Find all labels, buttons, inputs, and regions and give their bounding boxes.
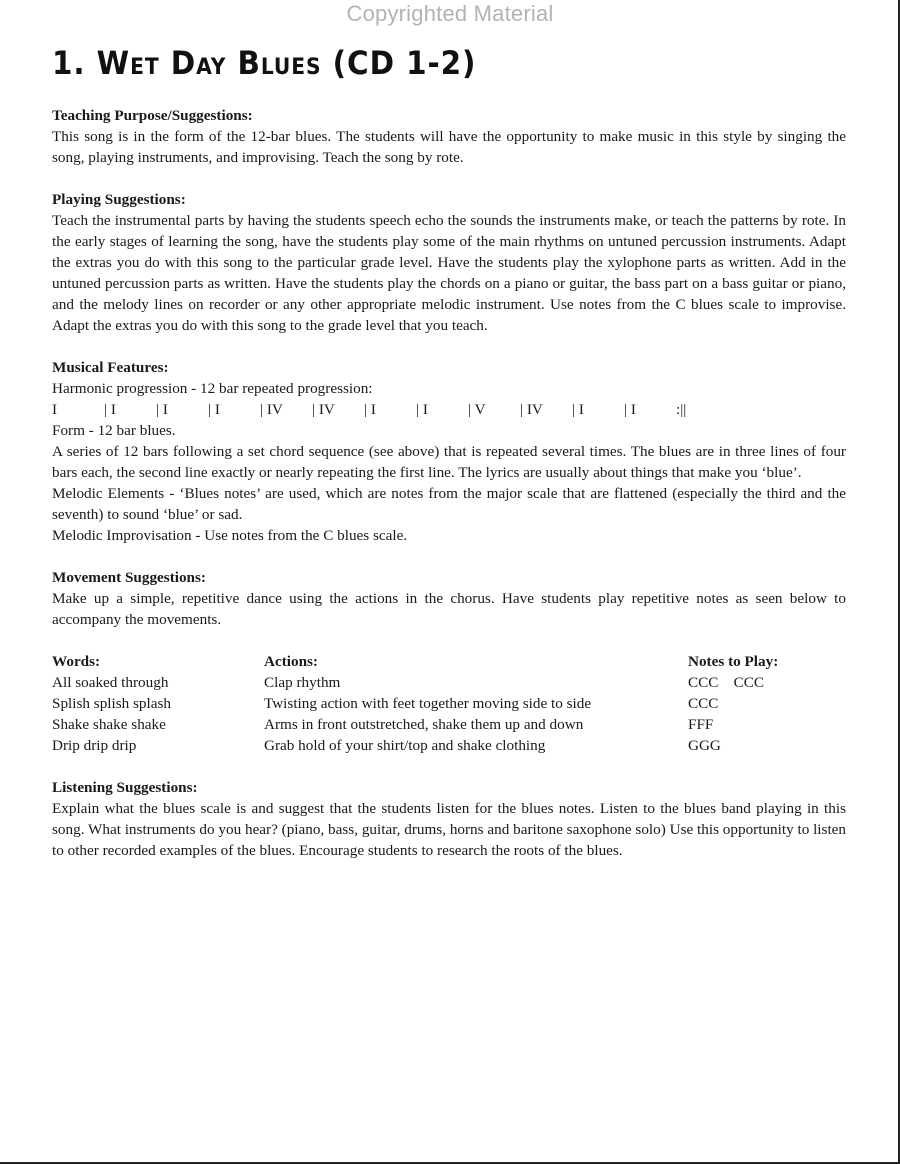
- playing-text: Teach the instrumental parts by having the students speech echo the sounds the instruments make, or teach the patterns by rote. In the early stages of learning the song, have the students play some of the main rhythms on untuned percussion instruments. Adapt the extras you do with this song to the particular grade level. Have the students play the xylophone parts as written. Add in the untuned percussion parts as written. Have the students play the chords on a piano or guitar, the bass part on a bass guitar or piano, and the melody lines on recorder or any other appropriate melodic instrument. Use notes from the C blues scale to improvise. Adapt the extras you do with this song to the grade level that you teach.: [52, 212, 846, 334]
- header-words: Words:: [52, 653, 101, 670]
- actions-cell: Twisting action with feet together moving side to side: [264, 695, 592, 712]
- listening-section: [52, 777, 846, 861]
- chord-symbol: | IV: [520, 401, 543, 418]
- notes-cell: CCC CCC: [688, 674, 764, 691]
- table-row: [52, 672, 846, 693]
- table-row: [52, 735, 846, 756]
- words-cell: All soaked through: [52, 674, 169, 691]
- series-text: A series of 12 bars following a set chord sequence (see above) that is repeated several times. The blues are in three lines of four bars each, the second line exactly or nearly repeating the first line. The lyrics are usually about things that make you ‘blue’.: [52, 443, 846, 481]
- words-cell: Splish splish splash: [52, 695, 171, 712]
- repeat-sign: :||: [676, 401, 687, 418]
- notes-cell: GGG: [688, 737, 721, 754]
- chord-symbol: | V: [468, 401, 486, 418]
- chord-symbol: | I: [572, 401, 584, 418]
- notes-cell: CCC: [688, 695, 719, 712]
- listening-heading: Listening Suggestions:: [52, 779, 198, 796]
- chord-symbol: | IV: [312, 401, 335, 418]
- features-heading: Musical Features:: [52, 359, 169, 376]
- chord-symbol: | I: [104, 401, 116, 418]
- playing-heading: Playing Suggestions:: [52, 191, 186, 208]
- table-row: [52, 714, 846, 735]
- chord-symbol: | I: [624, 401, 636, 418]
- chord-progression: [52, 399, 712, 420]
- table-header-row: [52, 651, 846, 672]
- actions-cell: Clap rhythm: [264, 674, 341, 691]
- copyright-watermark: Copyrighted Material: [346, 1, 554, 26]
- chord-symbol: | I: [364, 401, 376, 418]
- teaching-heading: Teaching Purpose/Suggestions:: [52, 107, 253, 124]
- form-line: Form - 12 bar blues.: [52, 422, 176, 439]
- document-body: [52, 105, 846, 882]
- actions-cell: Grab hold of your shirt/top and shake clothing: [264, 737, 546, 754]
- actions-cell: Arms in front outstretched, shake them up and down: [264, 716, 584, 733]
- chord-symbol: | IV: [260, 401, 283, 418]
- movement-text: Make up a simple, repetitive dance using the actions in the chorus. Have students play repetitive notes as seen below to accompany the movements.: [52, 590, 846, 628]
- page-title: 1. Wet Day Blues (CD 1-2): [52, 44, 477, 82]
- teaching-section: [52, 105, 846, 168]
- teaching-text: This song is in the form of the 12-bar blues. The students will have the opportunity to make music in this style by singing the song, playing instruments, and improvising. Teach the song by rote.: [52, 128, 846, 166]
- melodic-improvisation-text: Melodic Improvisation - Use notes from the C blues scale.: [52, 527, 408, 544]
- table-row: [52, 693, 846, 714]
- chord-symbol: | I: [208, 401, 220, 418]
- movement-heading: Movement Suggestions:: [52, 569, 206, 586]
- words-cell: Shake shake shake: [52, 716, 166, 733]
- chord-symbol: | I: [416, 401, 428, 418]
- movement-table: [52, 651, 846, 756]
- movement-section: [52, 567, 846, 630]
- words-cell: Drip drip drip: [52, 737, 137, 754]
- chord-symbol: I: [52, 401, 58, 418]
- playing-section: [52, 189, 846, 336]
- chord-symbol: | I: [156, 401, 168, 418]
- harmonic-progression-label: Harmonic progression - 12 bar repeated progression:: [52, 380, 373, 397]
- melodic-elements-text: Melodic Elements - ‘Blues notes’ are used, which are notes from the major scale that are flattened (especially the third and the seventh) to sound ‘blue’ or sad.: [52, 485, 846, 523]
- listening-text: Explain what the blues scale is and suggest that the students listen for the blues notes. Listen to the blues band playing in this song. What instruments do you hear? (piano, bass, guitar, drums, horns and baritone saxophone solo) Use this opportunity to listen to other recorded examples of the blues. Encourage students to research the roots of the blues.: [52, 800, 846, 859]
- notes-cell: FFF: [688, 716, 714, 733]
- features-section: [52, 357, 846, 546]
- header-notes: Notes to Play:: [688, 653, 779, 670]
- header-actions: Actions:: [264, 653, 318, 670]
